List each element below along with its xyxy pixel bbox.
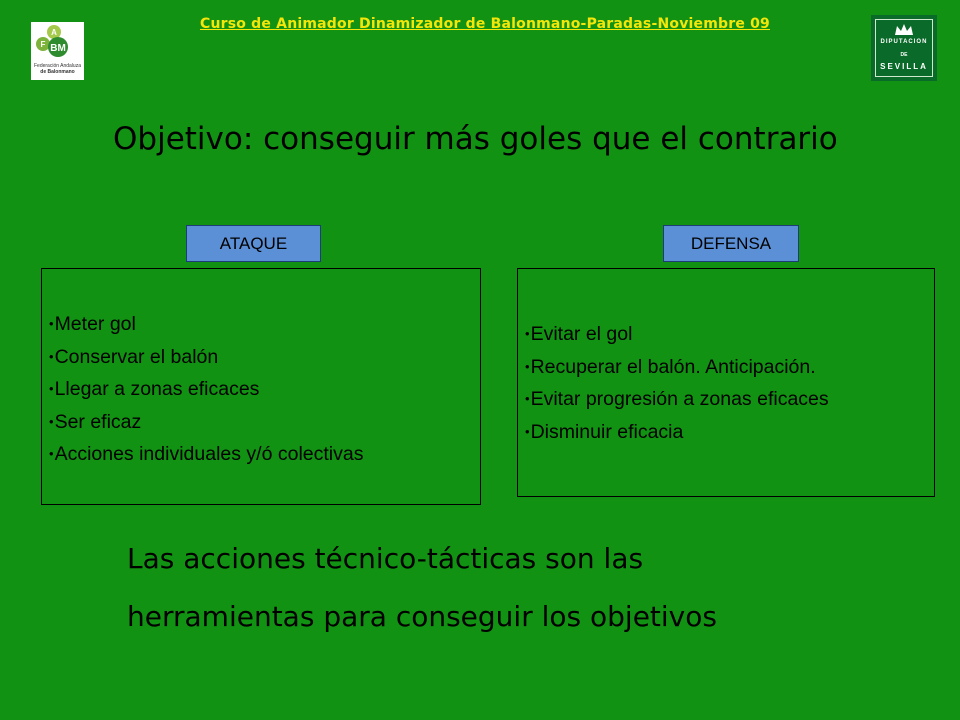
fabm-org-name-2: de Balonmano [40,69,75,75]
conclusion-line-2: herramientas para conseguir los objetivos [127,600,717,633]
header-title: Curso de Animador Dinamizador de Balonmano-Paradas-Noviembre 09 [200,16,770,32]
logo-de-text: DE [900,52,908,58]
list-item: • Ser eficaz [49,406,363,439]
attack-label: ATAQUE [186,225,321,262]
conclusion-line-1: Las acciones técnico-tácticas son las [127,542,644,575]
list-item: • Disminuir eficacia [525,416,829,449]
attack-list [49,308,363,471]
fabm-logo-icon [31,22,84,80]
list-item: • Evitar el gol [525,318,829,351]
fabm-letter-a: A [51,28,57,37]
list-item: • Evitar progresión a zonas eficaces [525,383,829,416]
list-item: • Llegar a zonas eficaces [49,373,363,406]
fabm-logo-graphic [31,22,84,62]
diputacion-sevilla-logo-icon [871,15,937,81]
fabm-letters-bm: BM [50,43,66,54]
crown-icon [871,17,937,41]
fabm-letter-f: F [40,40,46,49]
logo-sevilla-text: SEVILLA [880,62,928,71]
fabm-org-name: Federación Andaluza [34,63,81,69]
list-item: • Acciones individuales y/ó colectivas [49,438,363,471]
list-item: • Meter gol [49,308,363,341]
logo-diputacion-text: DIPUTACION [880,39,928,45]
objective-heading: Objetivo: conseguir más goles que el contrario [113,121,838,157]
list-item: • Conservar el balón [49,341,363,374]
defense-list [525,318,829,448]
defense-label: DEFENSA [663,225,799,262]
list-item: • Recuperar el balón. Anticipación. [525,351,829,384]
